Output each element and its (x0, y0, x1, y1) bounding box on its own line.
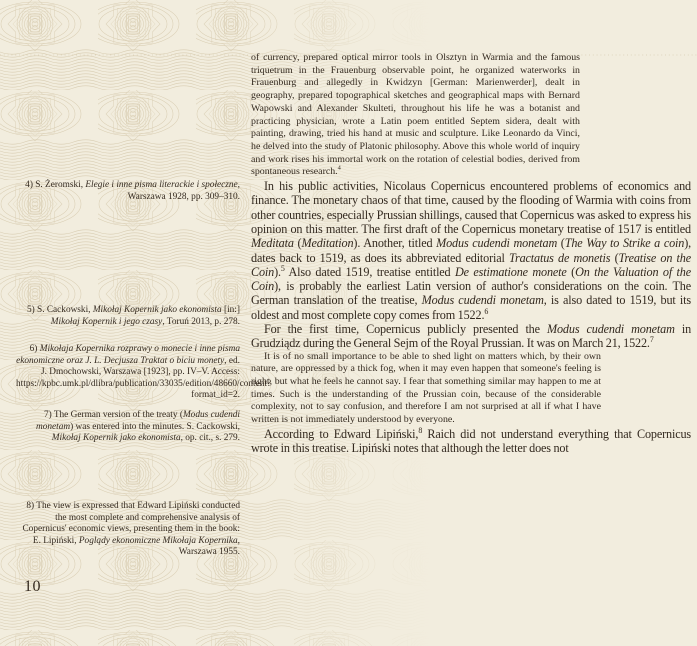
margin-notes-column (16, 0, 272, 646)
footnote-7: 7) The German version of the treaty (Modus cudendi monetam) was entered into the minutes. S. Cackowski, Mikołaj Kopernik jako ekonomista, op. cit., s. 279. (36, 410, 240, 443)
blockquote-continued-from-previous-page: of currency, prepared optical mirror tools in Olsztyn in Warmia and the famous triquetrum in the Frauenburg observable point, he organized waterworks in Frauenburg and allegedly in Kwidzyn [German: Marienwerder], dealt in geography, prepared topographical sketches and geographical maps with Bernard Wapowski and Alexander Skulteti, throughout his life he was a botanist and practicing physician, wrote a Latin poem entitled Septem sidera, dealt with painting, drawing, tried his hand at music and sculpture. Like Leonardo da Vinci, he delved into the study of Platonic philosophy. Above this whole world of inquiry and work rises his immortal work on the rotation of celestial bodies, derived from spontaneous research.$^4$ (251, 52, 580, 178)
main-text-column (251, 0, 691, 455)
blockquote-copernicus-letter: It is of no small importance to be able to shed light on matters which, by their own nature, are oppressed by a thick fog, when it may even happen that someone's feeling is right, but what he feels he cannot say. I fear that something similar may happen to me at times. Such is the understanding of the Prussian coin, because of the considerable complexity, not to say confusion, and therefore I am not surprised at all if what I have written is not immediately understood by everyone. (251, 350, 601, 426)
paragraph-public-activities: In his public activities, Nicolaus Copernicus encountered problems of economics and finance. The monetary chaos of that time, caused by the flooding of Warmia with coins from other countries, especially Prussian shillings, caused that Copernicus was asked to express his opinion on this matter. The first draft of the Copernicus monetary treatise of 1517 is entitled Meditata (Meditation). Another, titled Modus cudendi monetam (The Way to Strike a coin), dates back to 1519, as does its abbreviated editorial Tractatus de monetis (Treatise on the Coin).$^5$ Also dated 1519, treatise entitled De estimatione monete (On the Valuation of the Coin), is probably the earliest Latin version of author's considerations on the coin. The German translation of the treatise, Modus cudendi monetam, is also dated to 1519, but its oldest and most complete copy comes from 1522.$^6$ (251, 179, 692, 322)
footnote-8: 8) The view is expressed that Edward Lipiński conducted the most complete and comprehensive analysis of Copernicus' economic views, presenting them in the book: E. Lipiński, Poglądy ekonomiczne Mikołaja Kopernika, Warszawa 1955. (22, 501, 240, 557)
paragraph-first-presentation: For the first time, Copernicus publicly presented the Modus cudendi monetam in Grudziądz during the General Sejm of the Royal Prussian. It was on March 21, 1522.$^7$ (251, 322, 692, 351)
footnote-4: 4) S. Żeromski, Elegie i inne pisma literackie i społeczne, Warszawa 1928, pp. 309–310. (25, 180, 240, 202)
page-number: 10 (24, 578, 41, 595)
footnote-6: 6) Mikołaja Kopernika rozprawy o monecie i inne pisma ekonomiczne oraz J. L. Decjusza Traktat o biciu monety, ed. J. Dmochowski, Warszawa [1923], pp. IV–V. Access: https://kpbc.umk.pl/dlibra/publication/33035/edition/48660/content?format_id=2. (16, 344, 272, 400)
footnote-5: 5) S. Cackowski, Mikołaj Kopernik jako ekonomista [in:] Mikołaj Kopernik i jego czasy, Toruń 2013, p. 278. (26, 305, 240, 327)
paragraph-according-to-lipinski: According to Edward Lipiński,$^8$ Raich did not understand everything that Copernicus wrote in this treatise. Lipiński notes that although the letter does not (251, 425, 691, 456)
